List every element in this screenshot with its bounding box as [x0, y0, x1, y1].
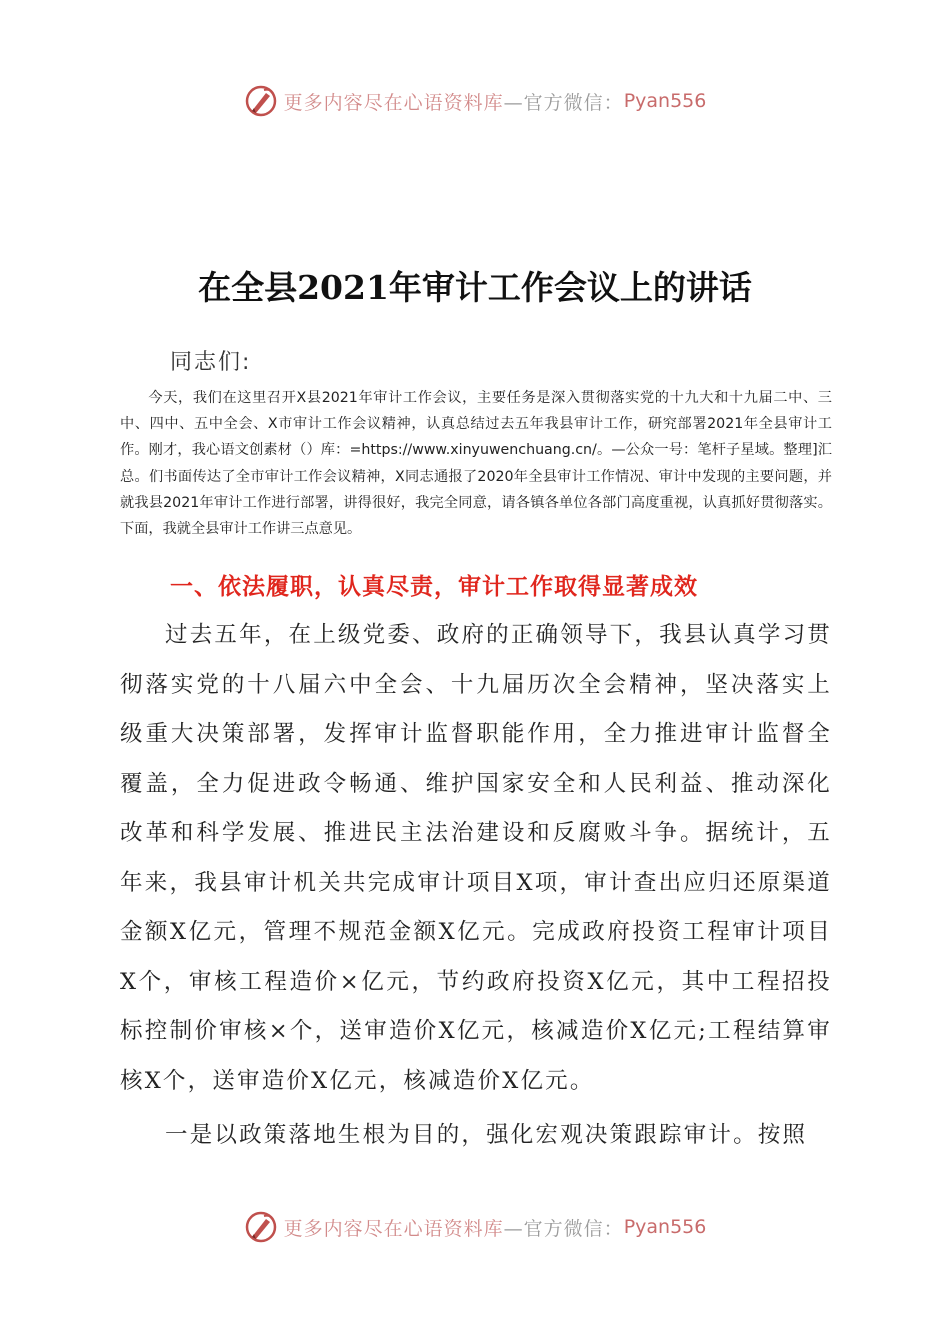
watermark-footer	[0, 1210, 950, 1244]
pen-logo-icon	[244, 1210, 278, 1244]
watermark-text: 更多内容尽在心语资料库	[283, 1217, 504, 1240]
watermark-text: 更多内容尽在心语资料库	[283, 91, 504, 114]
body-paragraph-1: 过去五年，在上级党委、政府的正确领导下，我县认真学习贯彻落实党的十八届六中全会、十九届历次全会精神，坚决落实上级重大决策部署，发挥审计监督职能作用，全力推进审计监督全覆盖，全力促进政令畅通、维护国家安全和人民利益、推动深化改革和科学发展、推进民主法治建设和反腐败斗争。据统计，五年来，我县审计机关共完成审计项目X项，审计查出应归还原渠道金额X亿元，管理不规范金额X亿元。完成政府投资工程审计项目X个，审核工程造价×亿元，节约政府投资X亿元，其中工程招投标控制价审核×个，送审造价X亿元，核减造价X亿元;工程结算审核X个，送审造价X亿元，核减造价X亿元。	[120, 622, 832, 1094]
watermark-suffix: —官方微信：	[503, 91, 624, 114]
watermark-wechat-id: Pyan556	[623, 1216, 707, 1238]
watermark-wechat-id: Pyan556	[623, 90, 707, 112]
section-heading-1: 一、依法履职，认真尽责，审计工作取得显著成效	[170, 574, 698, 600]
watermark-suffix: —官方微信：	[503, 1217, 624, 1240]
intro-paragraph: 今天，我们在这里召开X县2021年审计工作会议，主要任务是深入贯彻落实党的十九大和十九届二中、三中、四中、五中全会、X市审计工作会议精神，认真总结过去五年我县审计工作，研究部署2021年全县审计工作。刚才，我心语文创素材（）库：=https://www.xinyuwenchuang.cn/。—公众一号：笔杆子星域。整理]汇总。们书面传达了全市审计工作会议精神，X同志通报了2020年全县审计工作情况、审计中发现的主要问题，并就我县2021年审计工作进行部署，讲得很好，我完全同意，请各镇各单位各部门高度重视，认真抓好贯彻落实。下面，我就全县审计工作讲三点意见。	[120, 390, 832, 538]
document-title: 在全县2021年审计工作会议上的讲话	[198, 268, 752, 307]
watermark-header	[0, 84, 950, 118]
pen-logo-icon	[244, 84, 278, 118]
body-paragraph-2: 一是以政策落地生根为目的，强化宏观决策跟踪审计。按照	[165, 1122, 808, 1148]
salutation: 同志们:	[170, 350, 252, 375]
